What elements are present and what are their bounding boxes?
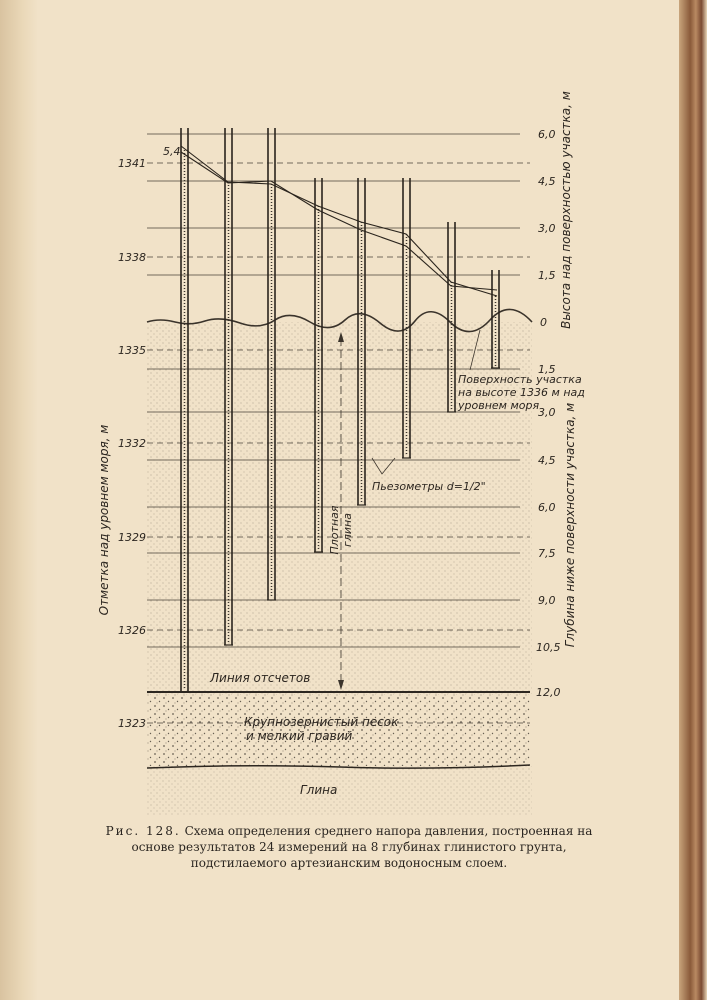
piezometers-label: Пьезометры d=1/2" (372, 480, 486, 493)
right-upper-ticks (538, 128, 556, 329)
caption-figure-number: Рис. 128. (105, 824, 181, 838)
right-tick-d4-5: 4,5 (538, 454, 556, 467)
sand-label-1: Крупнозернистый песок (244, 715, 399, 729)
left-tick-1323: 1323 (118, 717, 146, 730)
figure-caption (88, 823, 610, 871)
surface-note-line-3: уровнем моря (458, 399, 540, 412)
right-tick-d10-5: 10,5 (536, 641, 561, 654)
sand-label-2: и мелкий гравий (246, 729, 353, 743)
clay-layer (147, 766, 532, 816)
right-lower-axis-label: Глубина ниже поверхности участка, м (563, 402, 577, 648)
left-tick-1341: 1341 (118, 157, 146, 170)
right-lower-ticks (536, 363, 561, 699)
right-tick-d12-0: 12,0 (536, 686, 561, 699)
dense-clay-label-1: Плотная (328, 505, 341, 555)
right-tick-4-5: 4,5 (538, 175, 556, 188)
right-tick-d6-0: 6,0 (538, 501, 556, 514)
surface-note-line-2: на высоте 1336 м над (458, 386, 585, 399)
left-axis-ticks (118, 157, 146, 730)
caption-text: Схема определения среднего напора давления, построенная на основе результатов 24 измерений на 8 глубинах глинистого грунта, подстилаемого артезианским водоносным слоем. (131, 824, 593, 870)
dense-clay-label-2: глина (341, 513, 354, 547)
right-tick-d7-5: 7,5 (538, 547, 556, 560)
right-tick-d9-0: 9,0 (538, 594, 556, 607)
right-upper-axis-label: Высота над поверхностью участка, м (559, 91, 573, 329)
left-tick-1329: 1329 (118, 531, 146, 544)
left-tick-1326: 1326 (118, 624, 146, 637)
right-tick-3-0: 3,0 (538, 222, 556, 235)
right-tick-6-0: 6,0 (538, 128, 556, 141)
reading-line-label: Линия отсчетов (210, 671, 311, 685)
left-tick-1335: 1335 (118, 344, 146, 357)
right-tick-0: 0 (540, 316, 547, 329)
clay-label: Глина (300, 783, 338, 797)
right-tick-d1-5: 1,5 (538, 363, 556, 376)
surface-note-line-1: Поверхность участка (458, 373, 582, 386)
right-tick-d3-0: 3,0 (538, 406, 556, 419)
left-tick-1332: 1332 (118, 437, 146, 450)
left-tick-1338: 1338 (118, 251, 146, 264)
right-tick-1-5: 1,5 (538, 269, 556, 282)
left-axis-label: Отметка над уровнем моря, м (97, 424, 111, 616)
head-value-label: 5,4 (163, 145, 181, 158)
